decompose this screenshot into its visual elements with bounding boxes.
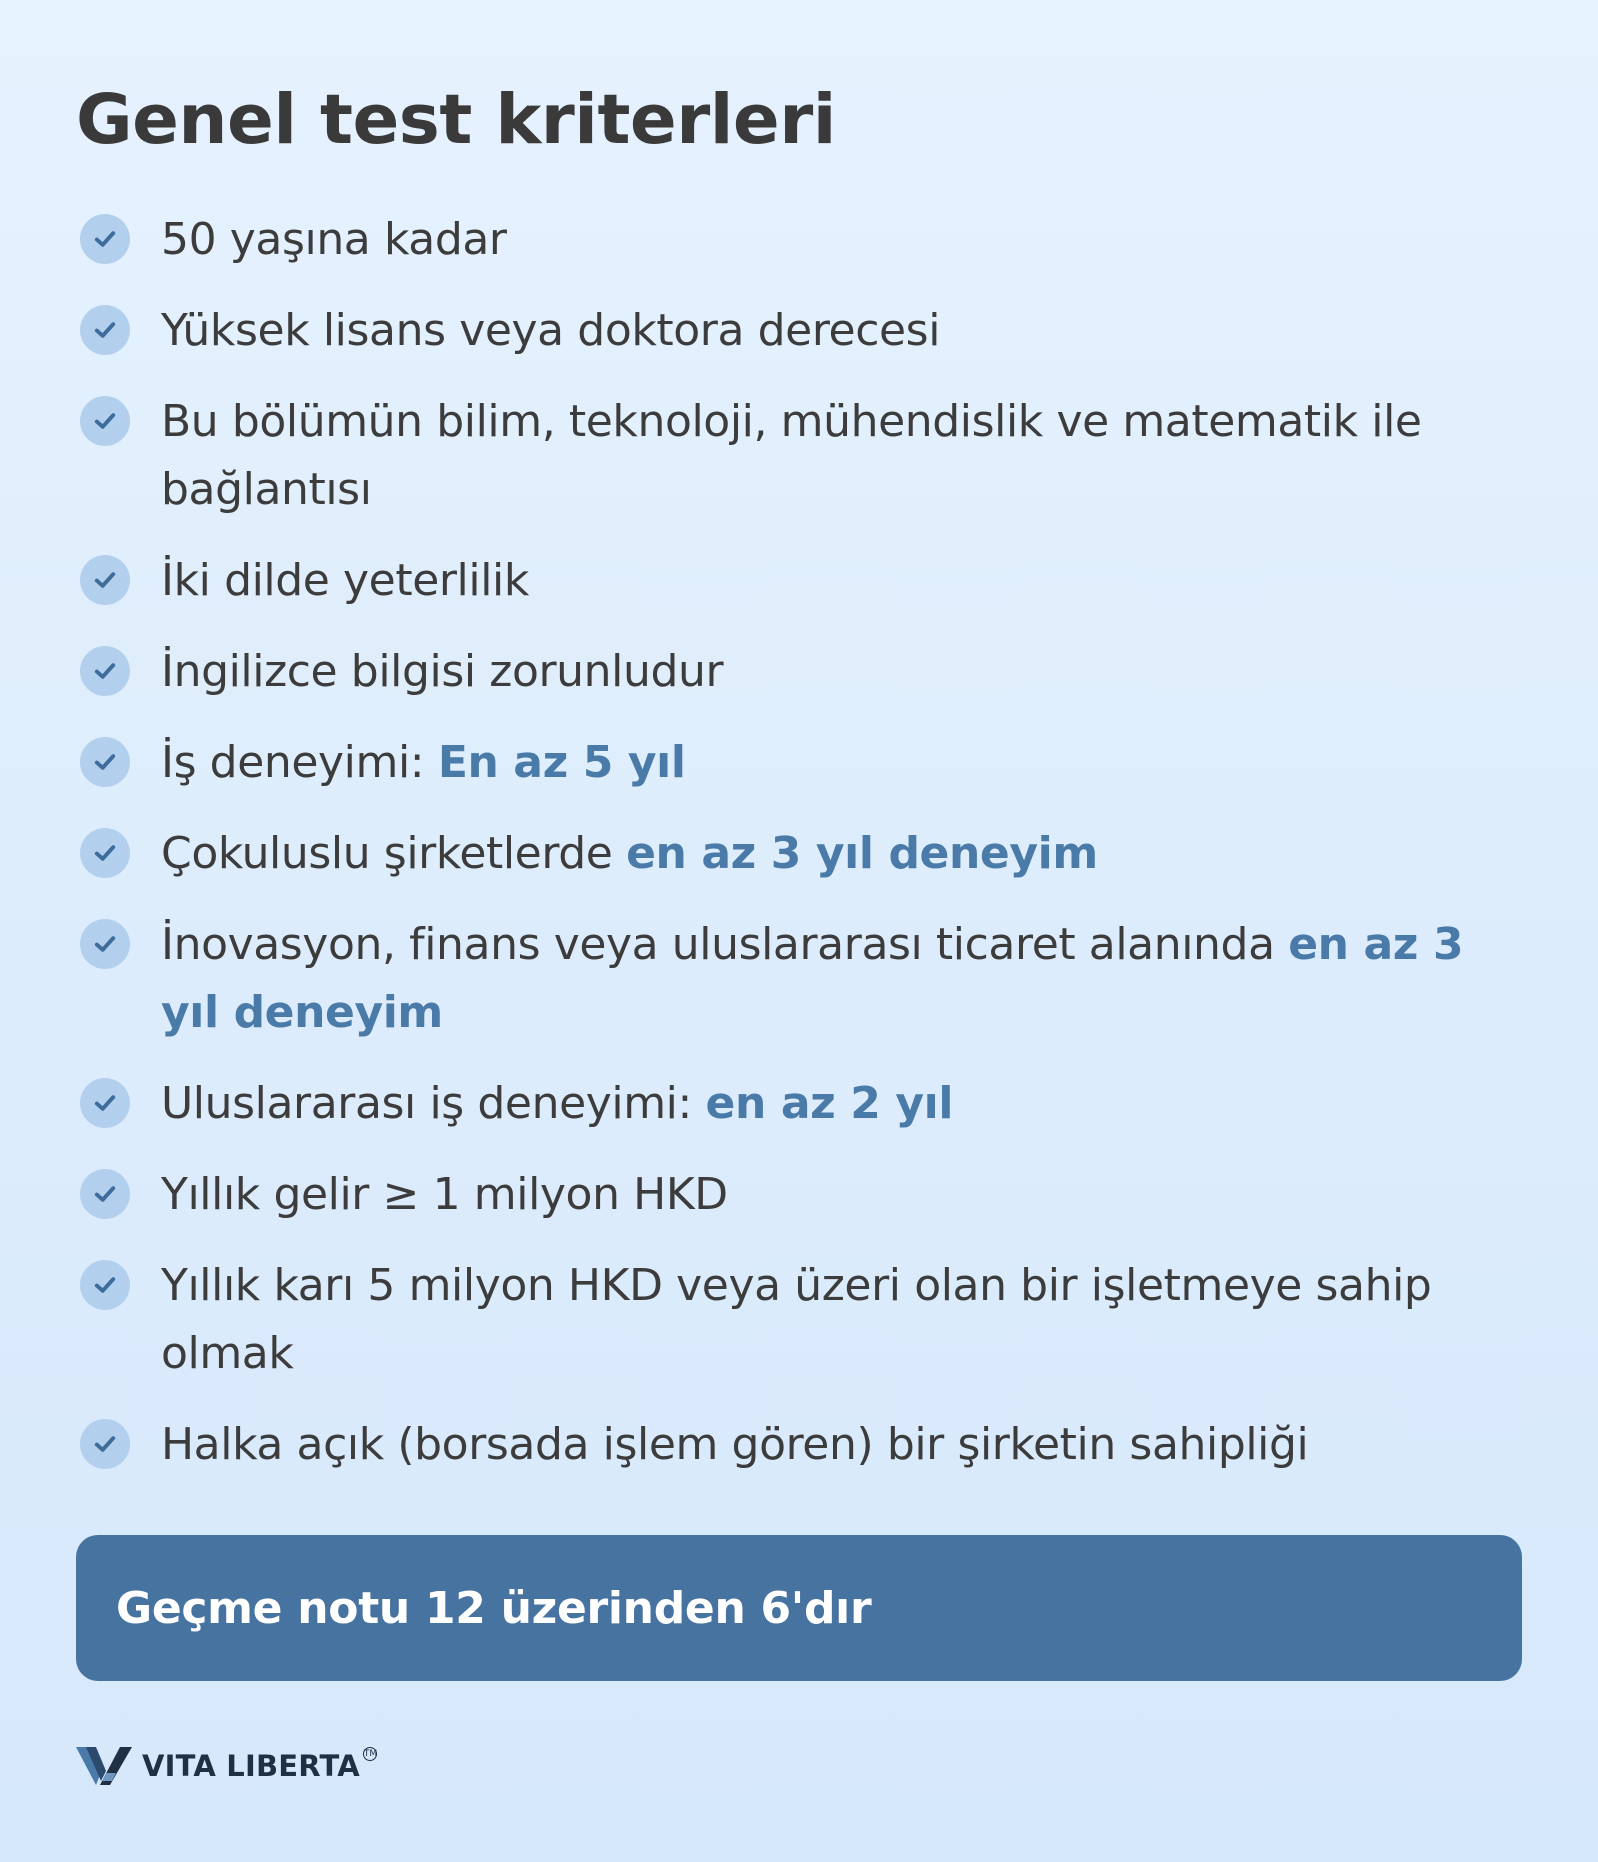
vita-liberta-logo-icon <box>76 1745 132 1787</box>
criterion-item <box>76 820 1522 888</box>
criterion-item <box>76 206 1522 274</box>
criterion-item <box>76 388 1522 524</box>
check-circle-icon <box>80 396 130 446</box>
criterion-text: İki dilde yeterlilik <box>161 555 529 606</box>
criterion-item <box>76 1252 1522 1388</box>
criterion-highlight: en az 3 yıl deneyim <box>626 828 1098 879</box>
criterion-item <box>76 638 1522 706</box>
check-circle-icon <box>80 646 130 696</box>
criterion-text: İnovasyon, finans veya uluslararası ticaret alanında <box>161 919 1289 970</box>
criterion-item <box>76 297 1522 365</box>
criterion-text: Yüksek lisans veya doktora derecesi <box>161 305 941 356</box>
check-circle-icon <box>80 1078 130 1128</box>
check-circle-icon <box>80 555 130 605</box>
brand-logo <box>76 1744 377 1788</box>
criterion-text: İngilizce bilgisi zorunludur <box>161 646 724 697</box>
check-circle-icon <box>80 1169 130 1219</box>
check-circle-icon <box>80 737 130 787</box>
check-circle-icon <box>80 1419 130 1469</box>
criterion-highlight: En az 5 yıl <box>437 737 686 788</box>
passing-score-banner <box>76 1535 1522 1681</box>
criterion-item <box>76 1161 1522 1229</box>
criterion-highlight: en az 3 yıl deneyim <box>161 919 1464 1038</box>
criterion-text: Uluslararası iş deneyimi: <box>161 1078 706 1129</box>
passing-score-text: Geçme notu 12 üzerinden 6'dır <box>116 1582 872 1634</box>
check-circle-icon <box>80 828 130 878</box>
check-circle-icon <box>80 919 130 969</box>
criterion-item <box>76 911 1522 1047</box>
page-title: Genel test kriterleri <box>76 80 836 160</box>
criterion-text: İş deneyimi: <box>161 737 438 788</box>
criterion-item <box>76 1070 1522 1138</box>
check-circle-icon <box>80 305 130 355</box>
criteria-list <box>76 206 1522 1502</box>
criterion-item <box>76 729 1522 797</box>
check-circle-icon <box>80 1260 130 1310</box>
criterion-item <box>76 547 1522 615</box>
trademark-mark: TM <box>363 1749 378 1759</box>
criterion-text: Yıllık karı 5 milyon HKD veya üzeri olan bir işletmeye sahip olmak <box>161 1260 1432 1379</box>
criterion-text: Bu bölümün bilim, teknoloji, mühendislik ve matematik ile bağlantısı <box>161 396 1422 515</box>
brand-name: VITA LIBERTA <box>142 1749 360 1783</box>
criterion-item <box>76 1411 1522 1479</box>
criterion-highlight: en az 2 yıl <box>705 1078 954 1129</box>
criterion-text: Halka açık (borsada işlem gören) bir şirketin sahipliği <box>161 1419 1309 1470</box>
check-circle-icon <box>80 214 130 264</box>
criterion-text: 50 yaşına kadar <box>161 214 507 265</box>
criterion-text: Yıllık gelir ≥ 1 milyon HKD <box>161 1169 728 1220</box>
criterion-text: Çokuluslu şirketlerde <box>161 828 627 879</box>
